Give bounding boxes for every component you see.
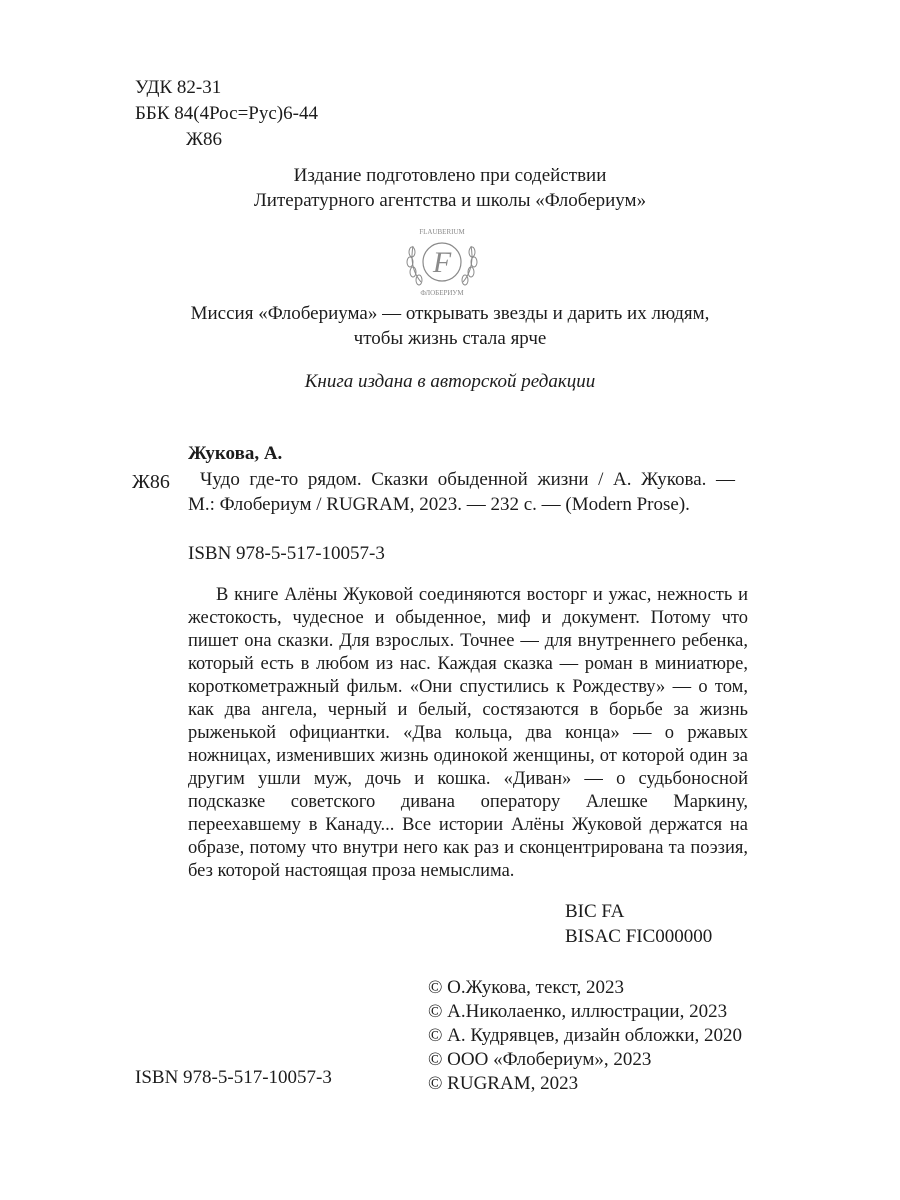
prepared-line-1: Издание подготовлено при содействии xyxy=(293,165,607,186)
udk-code: УДК 82-31 xyxy=(135,77,222,98)
author-heading: Жукова, А. xyxy=(188,443,283,464)
copyright-line: © О.Жукова, текст, 2023 xyxy=(428,977,624,998)
copyright-block xyxy=(428,976,742,1096)
copyright-line: © А.Николаенко, иллюстрации, 2023 xyxy=(428,1001,728,1022)
logo-bottom-text: ФЛОБЕРИУМ xyxy=(420,289,464,297)
prepared-line-2: Литературного агентства и школы «Флобериум» xyxy=(253,190,647,211)
annotation xyxy=(188,584,748,883)
logo-top-text: FLAUBERIUM xyxy=(419,228,465,236)
isbn-bottom: ISBN 978-5-517-10057-3 xyxy=(135,1067,332,1088)
bbk-code: ББК 84(4Рос=Рус)6-44 xyxy=(135,103,318,124)
bic-code: BIC FA xyxy=(565,901,625,922)
annotation-text: В книге Алёны Жуковой соединяются восторг и ужас, нежность и жестокость, чудесное и обыденное, миф и документ. Потому что пишет она сказки. Для взрослых. Точнее — для внутреннего ребенка, который есть в любом из нас. Каждая сказка — роман в миниатюре, короткометражный фильм. «Они спустились к Рождеству» — о том, как два ангела, черный и белый, состязаются в борьбе за жизнь рыженькой официантки. «Два кольца, два конца» — о ржавых ножницах, изменивших жизнь одинокой женщины, от которой один за другим ушли муж, дочь и кошка. «Диван» — о судьбоносной подсказке советского дивана оператору Алешке Маркину, переехавшему в Канаду... Все истории Алёны Жуковой держатся на образе, потому что внутри него как раз и сконцентрирована та поэзия, без которой настоящая проза немыслима. xyxy=(188,585,748,881)
flauberium-logo xyxy=(401,222,483,298)
author-sign-left: Ж86 xyxy=(132,471,170,493)
mission-line-1: Миссия «Флобериума» — открывать звезды и дарить их людям, xyxy=(190,303,710,324)
logo-letter: F xyxy=(432,246,452,279)
author-sign-top: Ж86 xyxy=(186,129,223,150)
isbn-mid: ISBN 978-5-517-10057-3 xyxy=(188,543,385,564)
bib-line-2: М.: Флобериум / RUGRAM, 2023. — 232 с. — (Modern Prose). xyxy=(188,494,690,515)
bib-line-1: Чудо где-то рядом. Сказки обыденной жизни / А. Жукова. — xyxy=(200,469,735,490)
copyright-line: © RUGRAM, 2023 xyxy=(428,1073,579,1094)
mission-line-2: чтобы жизнь стала ярче xyxy=(353,328,547,349)
edition-note: Книга издана в авторской редакции xyxy=(304,371,596,392)
copyright-line: © ООО «Флобериум», 2023 xyxy=(428,1049,652,1070)
copyright-line: © А. Кудрявцев, дизайн обложки, 2020 xyxy=(428,1025,742,1046)
bisac-code: BISAC FIC000000 xyxy=(565,926,713,947)
